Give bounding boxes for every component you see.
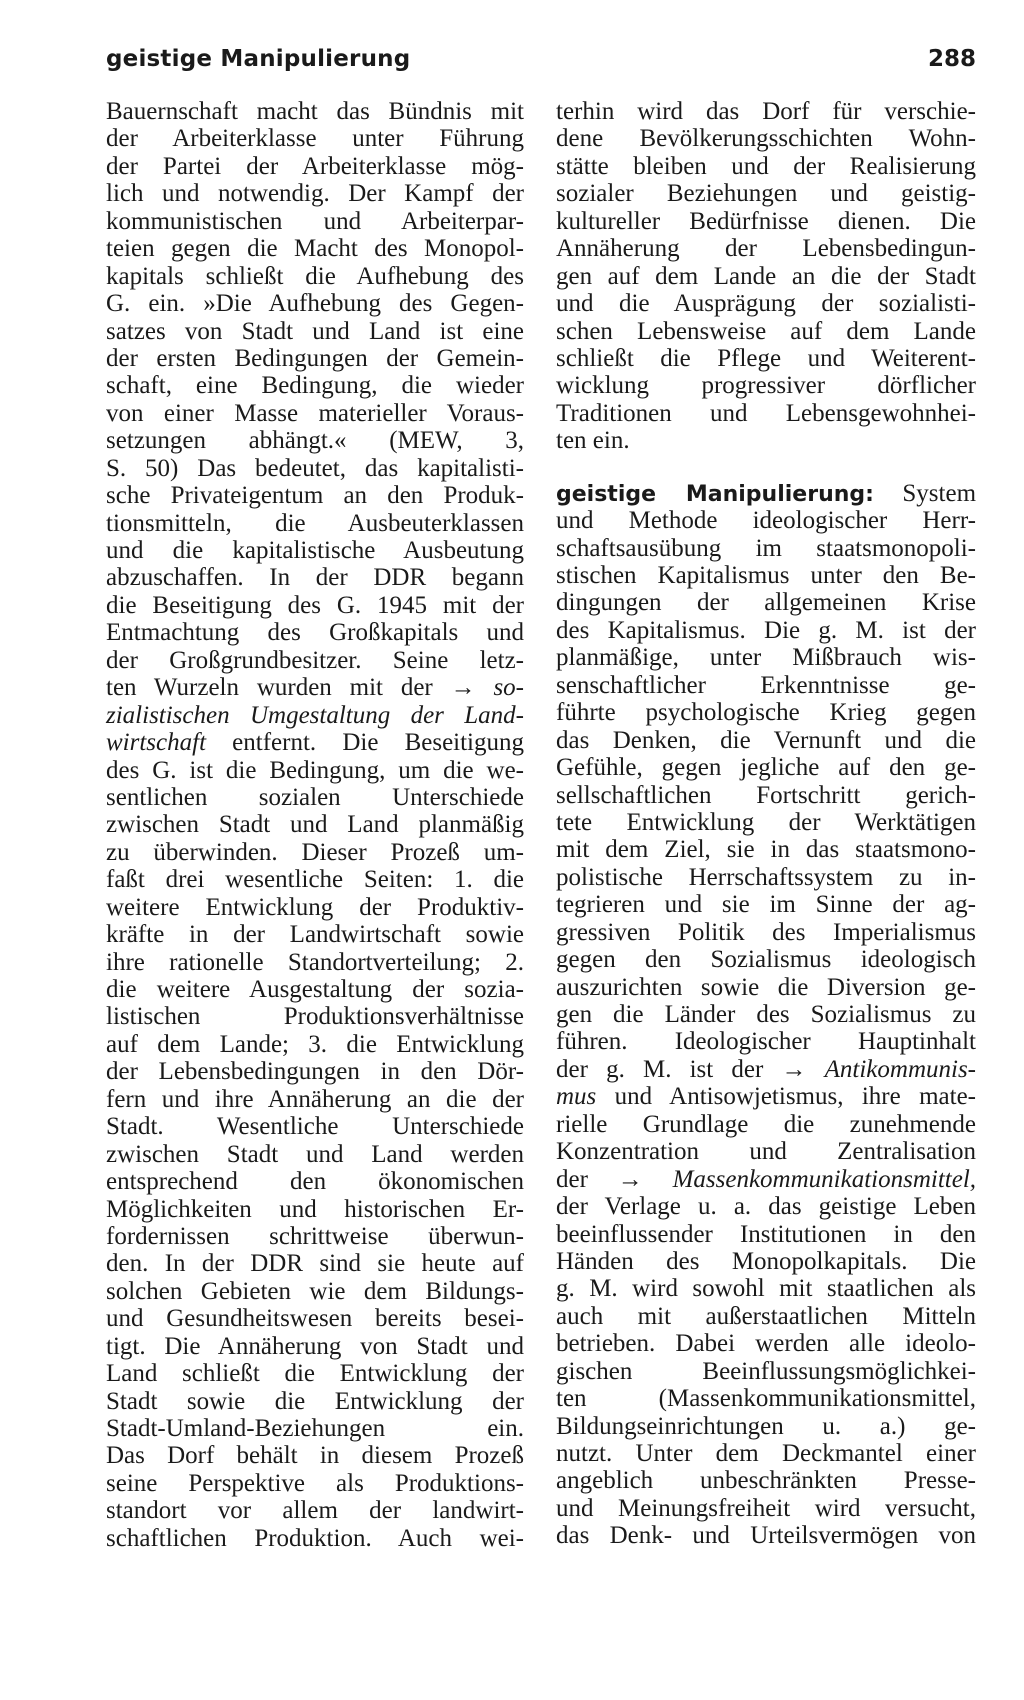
text-line: Land schließt die Entwicklung der [106, 1360, 524, 1388]
text-line: ihre rationelle Standortverteilung; 2. [106, 948, 524, 976]
text-line: polistische Herrschaftssystem zu in- [556, 863, 976, 891]
text-line: Entmachtung des Großkapitals und [106, 619, 524, 647]
text-line-with-reference [106, 674, 524, 701]
entry-separator [556, 455, 976, 480]
text-line: listischen Produktionsverhältnisse [106, 1003, 524, 1031]
line-text: System [902, 479, 977, 507]
text-line: ten ein. [556, 427, 630, 455]
text-line: standort vor allem der landwirt- [106, 1497, 524, 1525]
entry-first-line [556, 480, 976, 507]
cross-reference[interactable]: Antikommunis- [824, 1055, 976, 1083]
text-line: kultureller Bedürfnisse dienen. Die [556, 207, 976, 235]
text-line: G. ein. »Die Aufhebung des Gegen- [106, 290, 524, 318]
text-line: solchen Gebieten wie dem Bildungs- [106, 1277, 524, 1305]
text-line: gischen Beeinflussungsmöglichkei- [556, 1357, 976, 1385]
text-line: Möglichkeiten und historischen Er- [106, 1195, 524, 1223]
text-line: kräfte in der Landwirtschaft sowie [106, 921, 524, 949]
text-line: das Denk- und Urteilsvermögen von [556, 1522, 976, 1550]
text-line: der Arbeiterklasse unter Führung [106, 125, 524, 153]
text-line: stischen Kapitalismus unter den Be- [556, 562, 976, 589]
cross-reference-arrow: → [781, 1055, 807, 1083]
text-line: senschaftlicher Erkenntnisse ge- [556, 671, 976, 699]
text-line: auch mit außerstaatlichen Mitteln [556, 1302, 976, 1330]
text-line [106, 729, 524, 756]
text-line: Traditionen und Lebensgewohnhei- [556, 399, 976, 427]
text-line: und Methode ideologischer Herr- [556, 507, 976, 535]
text-line: abzuschaffen. In der DDR begann [106, 564, 524, 592]
text-line: der Verlage u. a. das geistige Leben [556, 1193, 976, 1221]
text-line: zu überwinden. Dieser Prozeß um- [106, 838, 524, 866]
text-line: des Kapitalismus. Die g. M. ist der [556, 616, 976, 644]
text-line: auf dem Lande; 3. die Entwicklung [106, 1030, 524, 1058]
text-line: den. In der DDR sind sie heute auf [106, 1250, 524, 1278]
text-line: und Gesundheitswesen bereits besei- [106, 1305, 524, 1333]
text-line: satzes von Stadt und Land ist eine [106, 317, 524, 345]
text-line: die weitere Ausgestaltung der sozia- [106, 976, 524, 1003]
text-line: tionsmitteln, die Ausbeuterklassen [106, 509, 524, 537]
line-text: entfernt. Die Beseitigung [232, 729, 524, 757]
cross-reference-arrow: → [617, 1165, 643, 1193]
text-line: entsprechend den ökonomischen [106, 1168, 524, 1196]
text-line: der Partei der Arbeiterklasse mög- [106, 152, 524, 180]
text-line: angeblich unbeschränkten Presse- [556, 1467, 976, 1495]
text-line: sozialer Beziehungen und geistig- [556, 180, 976, 208]
cross-reference[interactable]: zialistischen Umgestaltung der Land- [106, 701, 524, 729]
text-line: terhin wird das Dorf für verschie- [556, 98, 976, 125]
page-number: 288 [927, 46, 976, 72]
text-line: tigt. Die Annäherung von Stadt und [106, 1332, 524, 1360]
text-line: Gefühle, gegen jegliche auf den ge- [556, 754, 976, 782]
text-line: und die kapitalistische Ausbeutung [106, 537, 524, 564]
text-line: stätte bleiben und der Realisierung [556, 152, 976, 180]
text-line: dingungen der allgemeinen Krise [556, 589, 976, 617]
text-line: schen Lebensweise auf dem Lande [556, 317, 976, 345]
text-line: sche Privateigentum an den Produk- [106, 482, 524, 510]
text-line: tegrieren und sie im Sinne der ag- [556, 891, 976, 919]
text-line: gegen den Sozialismus ideologisch [556, 946, 976, 974]
text-line: Das Dorf behält in diesem Prozeß [106, 1442, 524, 1470]
text-line: zwischen Stadt und Land werden [106, 1140, 524, 1168]
cross-reference[interactable]: mus [556, 1083, 597, 1111]
text-line: Annäherung der Lebensbedingun- [556, 235, 976, 263]
text-line: gen die Länder des Sozialismus zu [556, 1001, 976, 1028]
text-line: weitere Entwicklung der Produktiv- [106, 893, 524, 921]
line-text: der g. M. ist der [556, 1055, 764, 1083]
text-line: des G. ist die Bedingung, um die we- [106, 756, 524, 784]
text-line: wicklung progressiver dörflicher [556, 372, 976, 400]
text-line: schaft, eine Bedingung, die wieder [106, 372, 524, 400]
text-line: schaftsausübung im staatsmonopoli- [556, 534, 976, 562]
text-line: beeinflussender Institutionen in den [556, 1220, 976, 1248]
text-line: gen auf dem Lande an die der Stadt [556, 262, 976, 290]
text-line: Händen des Monopolkapitals. Die [556, 1247, 976, 1275]
text-line: kommunistischen und Arbeiterpar- [106, 207, 524, 235]
text-line [556, 1083, 976, 1110]
line-text: der [556, 1165, 588, 1193]
text-line: der Lebensbedingungen in den Dör- [106, 1058, 524, 1086]
text-line: g. M. wird sowohl mit staatlichen als [556, 1275, 976, 1303]
text-line: nutzt. Unter dem Deckmantel einer [556, 1440, 976, 1467]
text-line: von einer Masse materieller Voraus- [106, 399, 524, 427]
text-line: gressiven Politik des Imperialismus [556, 918, 976, 946]
text-line: schließt die Pflege und Weiterent- [556, 344, 976, 372]
text-line: zwischen Stadt und Land planmäßig [106, 811, 524, 839]
left-column [106, 98, 524, 1552]
text-line: führte psychologische Krieg gegen [556, 699, 976, 727]
text-line: Stadt. Wesentliche Unterschiede [106, 1113, 524, 1141]
text-line: seine Perspektive als Produktions- [106, 1469, 524, 1497]
line-text: ten Wurzeln wurden mit der [106, 674, 433, 702]
cross-reference[interactable]: so- [493, 674, 524, 702]
cross-reference[interactable]: wirtschaft [106, 729, 207, 757]
text-line [106, 702, 524, 729]
cross-reference[interactable]: Massenkommunikationsmittel, [672, 1165, 977, 1193]
text-line: mit dem Ziel, sie in das staatsmono- [556, 836, 976, 864]
text-line: und Meinungsfreiheit wird versucht, [556, 1494, 976, 1522]
text-line: kapitals schließt die Aufhebung des [106, 262, 524, 290]
text-line: schaftlichen Produktion. Auch wei- [106, 1524, 524, 1552]
text-line: Bauernschaft macht das Bündnis mit [106, 98, 524, 125]
text-line: ten (Massenkommunikationsmittel, [556, 1385, 976, 1413]
text-line: Konzentration und Zentralisation [556, 1138, 976, 1166]
running-head: geistige Manipulierung [106, 46, 411, 72]
line-text: und Antisowjetismus, ihre mate- [614, 1083, 976, 1111]
text-line: der ersten Bedingungen der Gemein- [106, 344, 524, 372]
text-line: der Großgrundbesitzer. Seine letz- [106, 646, 524, 674]
text-line: faßt drei wesentliche Seiten: 1. die [106, 866, 524, 894]
text-line: fern und ihre Annäherung an die der [106, 1085, 524, 1113]
text-line: setzungen abhängt.« (MEW, 3, [106, 427, 524, 455]
text-line: sentlichen sozialen Unterschiede [106, 783, 524, 811]
text-line: Bildungseinrichtungen u. a.) ge- [556, 1412, 976, 1440]
text-line: teien gegen die Macht des Monopol- [106, 235, 524, 263]
text-line: die Beseitigung des G. 1945 mit der [106, 591, 524, 619]
text-line: dene Bevölkerungsschichten Wohn- [556, 125, 976, 153]
text-line-with-reference [556, 1166, 976, 1193]
text-line: lich und notwendig. Der Kampf der [106, 180, 524, 208]
text-line: planmäßige, unter Mißbrauch wis- [556, 644, 976, 672]
cross-reference-arrow: → [450, 674, 476, 702]
text-line: rielle Grundlage die zunehmende [556, 1110, 976, 1138]
text-line: und die Ausprägung der sozialisti- [556, 290, 976, 318]
text-line: fordernissen schrittweise überwun- [106, 1222, 524, 1250]
text-line: tete Entwicklung der Werktätigen [556, 808, 976, 836]
text-line: S. 50) Das bedeutet, das kapitalisti- [106, 454, 524, 482]
text-line-with-reference [556, 1056, 976, 1083]
text-line: Stadt-Umland-Beziehungen ein. [106, 1415, 524, 1442]
entry-headword: geistige Manipulierung: [556, 481, 874, 507]
text-line: das Denken, die Vernunft und die [556, 726, 976, 754]
text-line: sellschaftlichen Fortschritt gerich- [556, 781, 976, 809]
right-column [556, 98, 976, 1550]
text-line: auszurichten sowie die Diversion ge- [556, 973, 976, 1001]
page-header [106, 46, 976, 86]
text-line: betrieben. Dabei werden alle ideolo- [556, 1330, 976, 1358]
text-line: führen. Ideologischer Hauptinhalt [556, 1028, 976, 1056]
text-line: Stadt sowie die Entwicklung der [106, 1387, 524, 1415]
